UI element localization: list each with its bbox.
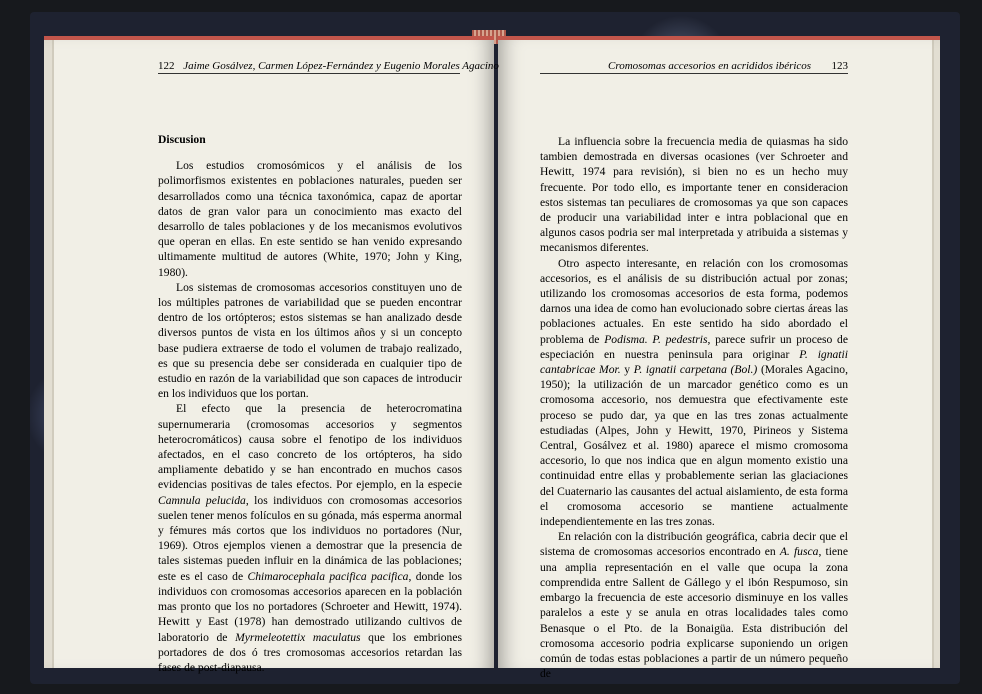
right-page-number: 123: [831, 60, 848, 72]
left-running-header: [158, 60, 499, 74]
section-heading: Discusion: [158, 133, 206, 146]
left-paragraph-3: [158, 401, 462, 675]
left-running-head: Jaime Gosálvez, Carmen López-Fernández y Eugenio Morales Agacino: [183, 60, 499, 72]
text-run: , parece sufrir un proceso de especiación en nuestra peninsula para originar: [540, 332, 849, 361]
left-text-block: [158, 132, 462, 675]
text-run: En relación con la distribución geográfica, cabria decir que el sistema de cromosomas accesorios encontrado en: [540, 530, 848, 559]
right-paragraph-1: La influencia sobre la frecuencia media de quiasmas ha sido tambien demostrada en diversas ocasiones (ver Schroeter and Hewitt, 1974 para revisión), si bien no es un hecho muy frecuente. Por todo ello, es importante tener en consideracion estos sistemas tan peculiares de cromosomas ya que son capaces de producir una variabilidad inter e intra poblacional que en algunos casos podria ser mal interpretada y atribuida a sistemas y mecanismos diferentes.: [540, 135, 848, 255]
species-name: P. ignatii carpetana (Bol.): [633, 363, 758, 377]
right-paragraph-2: [540, 256, 848, 530]
left-paragraph-1: Los estudios cromosómicos y el análisis de los polimorfismos existentes en poblaciones naturales, pueden ser desarrollados como una técnica taxonómica, capaz de aportar datos de gran valor para un conocimiento mas exacto del desarrollo de tales poblaciones y de los mecanismos evolutivos que operan en ellas. En este sentido se han venido expresando ultimamente multitud de autores (White, 1970; John y King, 1980).: [158, 159, 462, 279]
text-run: , tiene una amplia representación en el valle que ocupa la zona comprendida entre Sallent de Gállego y el ibón Respumoso, sin embargo la frecuencia de este accesorio disminuye en los valles paralelos a este y se anula en otras localidades tales como Benasque o el Pto. de la Bonaigüa. Esta distribución del cromosoma accesorio podria explicarse suponiendo un origen común de todas estas poblaciones a partir de un número pequeño de: [540, 545, 848, 681]
text-run: , donde los individuos con cromosomas accesorios aparecen en la población mas pronto que los no portadores (Schroeter and Hewitt, 1974). Hewitt y East (1978) han demostrado utilizando cultivos de laboratorio de: [158, 569, 462, 644]
right-running-head: Cromosomas accesorios en acrididos ibéricos: [608, 60, 812, 72]
species-name: P. ignatii cantabricae Mor.: [540, 347, 848, 377]
right-text-block: [540, 134, 848, 681]
right-paragraph-3: [540, 529, 848, 681]
species-name: Camnula pelucida: [158, 493, 246, 507]
left-paragraph-2: Los sistemas de cromosomas accesorios constituyen uno de los múltiples patrones de variabilidad que se pueden encontrar dentro de los ortópteros; estos sistemas se han analizado desde diversos puntos de vista en los últimos años y si un concepto base pudiera extraerse de todo el volumen de trabajo realizado, es que su presencia debe ser considerada en cualquier tipo de estudio en razón de la variabilidad que son capaces de introducir en los individuos que los portan.: [158, 280, 462, 401]
text-run: (Morales Agacino, 1950); la utilización de un marcador genético como es un cromosoma accesorio, nos demuestra que efectivamente este proceso se pudo dar, ya que en las tres zonas actualmente estudiadas (Alpes, John y Hewitt, 1970, Pirineos y Sistema Central, Gosálvez et al. 1980) aparece el mismo cromosoma accesorio, lo que nos indica que en algun momento existio una continuidad entre ellas y probablemente serian las glaciaciones del Cuaternario las causantes del actual aislamiento, de esta forma el cromosoma accesorio se mantiene actualmente independientemente en las tres zonas.: [540, 363, 849, 529]
text-run: , los individuos con cromosomas accesorios suelen tener menos folículos en su gónada, más esperma anormal y fémures más cortos que los individuos no portadores (Nur, 1969). Otros ejemplos vienen a demostrar que la presencia de tales sistemas pueden influir en la dinámica de las poblaciones; este es el caso de: [158, 493, 462, 583]
species-name: Chimarocephala pacifica pacifica: [247, 569, 409, 583]
text-run: y: [620, 363, 634, 377]
text-run: que los embriones portadores de dos ó tres cromosomas accesorios retardan las fases de post-diapausa.: [158, 630, 463, 674]
species-name: Podisma. P. pedestris: [604, 332, 708, 346]
left-page-number: 122: [158, 60, 175, 72]
text-run: El efecto que la presencia de heterocromatina supernumeraria (cromosomas accesorios y segmentos heterocromáticos) causa sobre el fenotipo de los individuos afectados, en el caso concreto de los ortópteros, ha sido ampliamente debatido y se han encontrado en muchos casos evidencias positivas de tales efectos. Por ejemplo, en la especie: [158, 402, 462, 492]
species-name: Myrmeleotettix maculatus: [235, 630, 361, 644]
text-run: Otro aspecto interesante, en relación con los cromosomas accesorios, es el análisis de su distribución actual por zonas; utilizando los cromosomas accesorios de esta forma, podemos darnos una idea de como han evolucionado sobre ciertas áreas las poblaciones actuales. En este sentido ha sido abordado el problema de: [540, 256, 848, 346]
species-name: A. fusca: [779, 545, 819, 559]
right-running-header: [540, 60, 848, 74]
